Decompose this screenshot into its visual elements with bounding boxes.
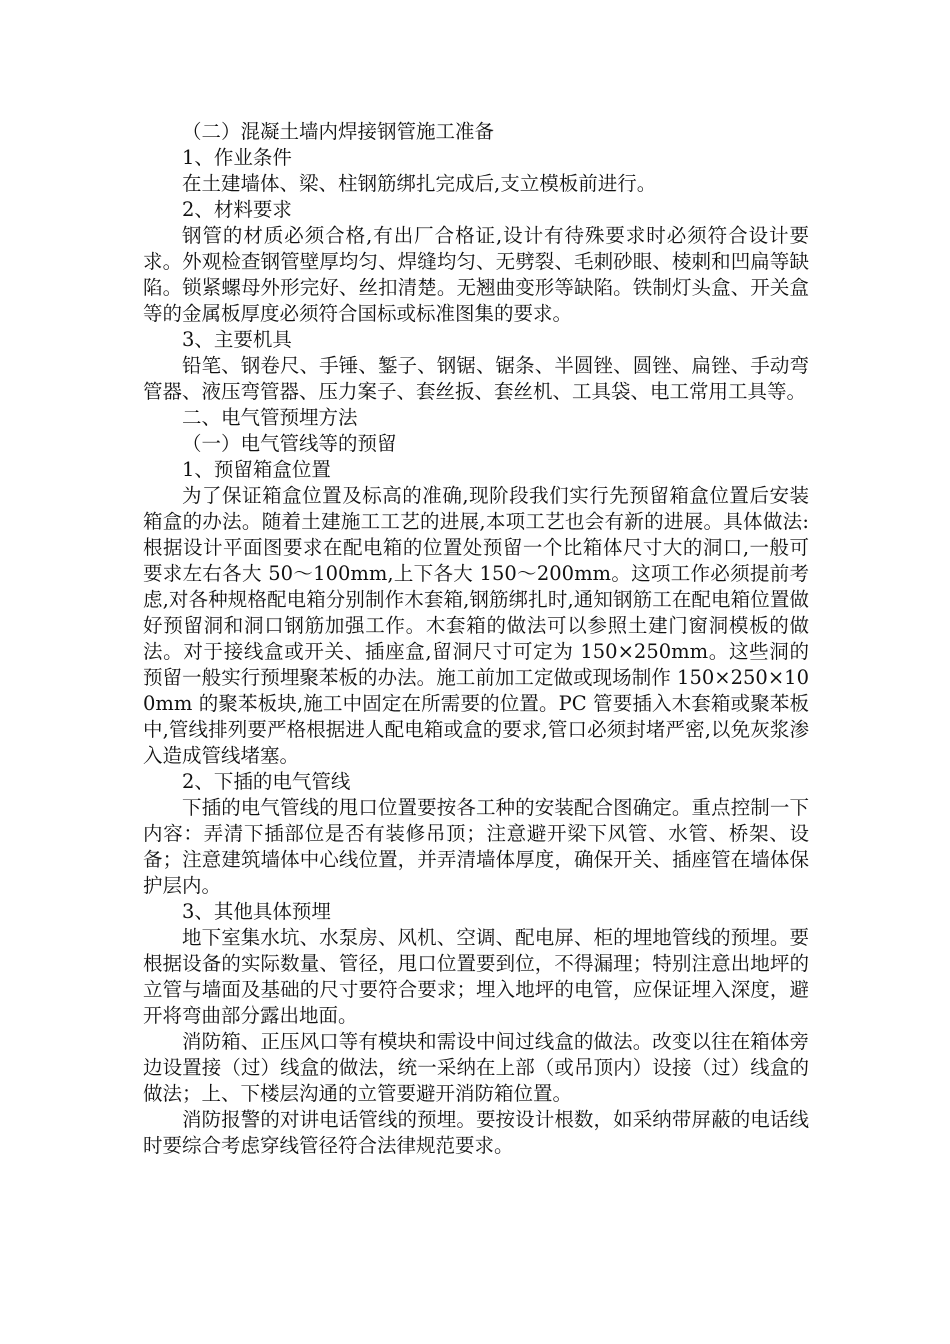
subsection-heading: 1、预留箱盒位置 — [182, 458, 331, 481]
paragraph: 地下室集水坑、水泵房、风机、空调、配电屏、柜的埋地管线的预埋。要根据设备的实际数量、管径，甩口位置要到位，不得漏理；特别注意出地坪的立管与墙面及基础的尺寸要符合要求；埋入地坪的电管，应保证埋入深度，避开将弯曲部分露出地面。 — [143, 926, 809, 1027]
subsection-heading: 2、下插的电气管线 — [182, 770, 351, 793]
section-heading: （二）混凝土墙内焊接钢管施工准备 — [182, 120, 495, 143]
subsection-heading: 3、主要机具 — [182, 328, 292, 351]
paragraph: 下插的电气管线的甩口位置要按各工种的安装配合图确定。重点控制一下内容：弄清下插部位是否有装修吊顶；注意避开梁下风管、水管、桥架、设备；注意建筑墙体中心线位置，并弄清墙体厚度，确保开关、插座管在墙体保护层内。 — [143, 796, 809, 897]
paragraph: 铅笔、钢卷尺、手锤、錾子、钢锯、锯条、半圆锉、圆锉、扁锉、手动弯管器、液压弯管器、压力案子、套丝扳、套丝机、工具袋、电工常用工具等。 — [143, 354, 809, 403]
subsection-heading: 3、其他具体预埋 — [182, 900, 331, 923]
section-heading: 二、电气管预埋方法 — [182, 406, 358, 429]
document-body — [143, 119, 809, 1159]
paragraph: 在土建墙体、梁、柱钢筋绑扎完成后,支立模板前进行。 — [182, 172, 657, 195]
subsection-heading: 1、作业条件 — [182, 146, 292, 169]
paragraph: 消防箱、正压风口等有模块和需设中间过线盒的做法。改变以往在箱体旁边设置接（过）线盒的做法，统一采纳在上部（或吊顶内）设接（过）线盒的做法；上、下楼层沟通的立管要避开消防箱位置。 — [143, 1030, 809, 1105]
subsection-heading: 2、材料要求 — [182, 198, 292, 221]
section-heading: （一）电气管线等的预留 — [182, 432, 397, 455]
paragraph: 为了保证箱盒位置及标高的准确,现阶段我们实行先预留箱盒位置后安装箱盒的办法。随着土建施工工艺的进展,本项工艺也会有新的进展。具体做法:根据设计平面图要求在配电箱的位置处预留一个比箱体尺寸大的洞口,一般可要求左右各大 50～100mm,上下各大 150～200mm。这项工作必须提前考虑,对各种规格配电箱分别制作木套箱,钢筋绑扎时,通知钢筋工在配电箱位置做好预留洞和洞口钢筋加强工作。木套箱的做法可以参照土建门窗洞模板的做法。对于接线盒或开关、插座盒,留洞尺寸可定为 150×250mm。这些洞的预留一般实行预埋聚苯板的办法。施工前加工定做或现场制作 150×250×100mm 的聚苯板块,施工中固定在所需要的位置。PC 管要插入木套箱或聚苯板中,管线排列要严格根据进人配电箱或盒的要求,管口必须封堵严密,以免灰浆渗入造成管线堵塞。 — [143, 484, 809, 767]
paragraph: 消防报警的对讲电话管线的预埋。要按设计根数，如采纳带屏蔽的电话线时要综合考虑穿线管径符合法律规范要求。 — [143, 1108, 809, 1157]
paragraph: 钢管的材质必须合格,有出厂合格证,设计有待殊要求时必须符合设计要求。外观检查钢管壁厚均匀、焊缝均匀、无劈裂、毛刺砂眼、棱刺和凹扁等缺陷。锁紧螺母外形完好、丝扣清楚。无翘曲变形等缺陷。铁制灯头盒、开关盒等的金属板厚度必须符合国标或标准图集的要求。 — [143, 224, 809, 325]
